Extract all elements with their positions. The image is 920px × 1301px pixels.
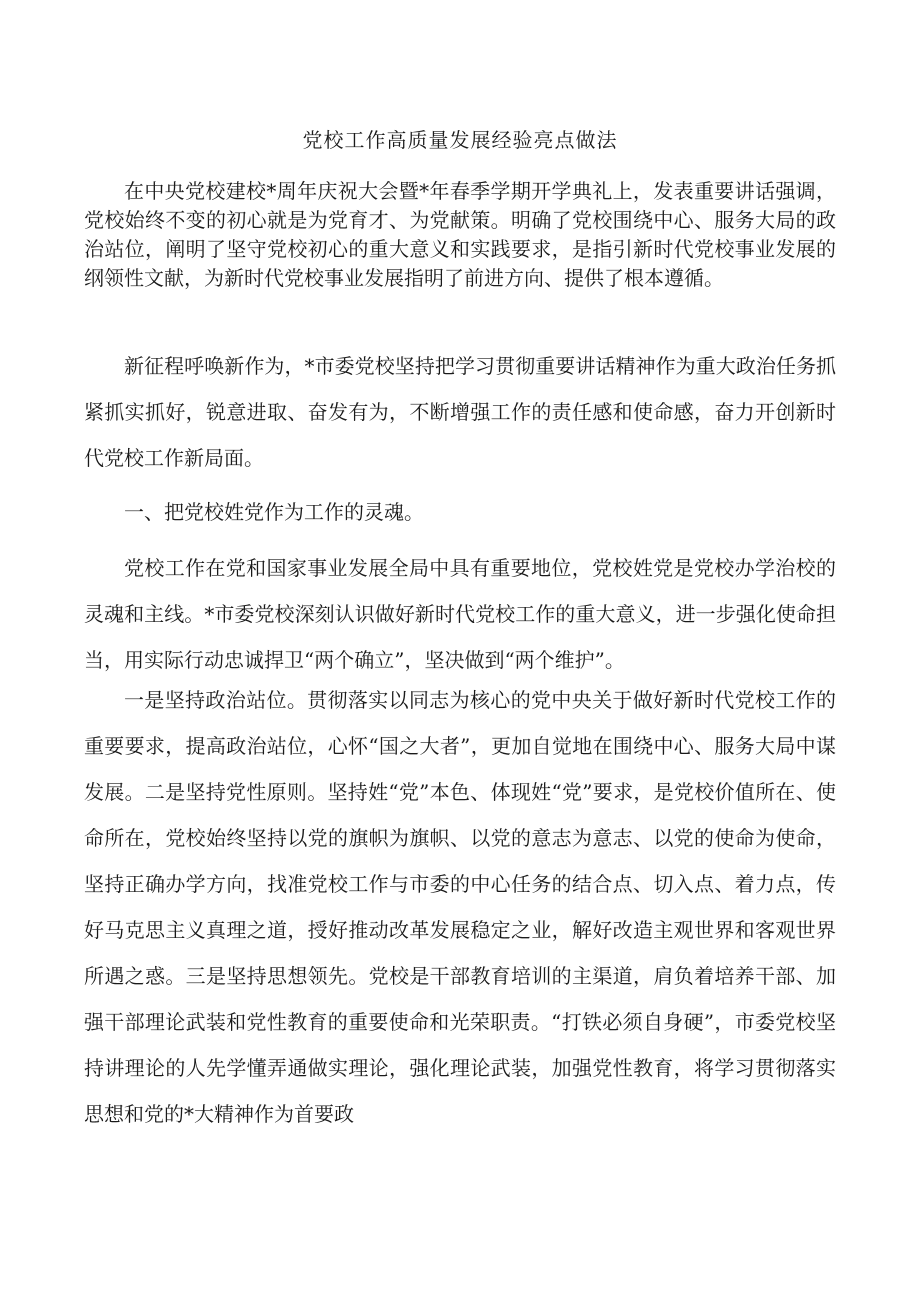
paragraph-three-principles: 一是坚持政治站位。贯彻落实以同志为核心的党中央关于做好新时代党校工作的重要要求，提高政治站位，心怀“国之大者”，更加自觉地在围绕中心、服务大局中谋发展。二是坚持党性原则。坚持姓“党”本色、体现姓“党”要求，是党校价值所在、使命所在，党校始终坚持以党的旗帜为旗帜、以党的意志为意志、以党的使命为使命，坚持正确办学方向，找准党校工作与市委的中心任务的结合点、切入点、着力点，传好马克思主义真理之道，授好推动改革发展稳定之业，解好改造主观世界和客观世界所遇之惑。三是坚持思想领先。党校是干部教育培训的主渠道，肩负着培养干部、加强干部理论武装和党性教育的重要使命和光荣职责。“打铁必须自身硬”，市委党校坚持讲理论的人先学懂弄通做实理论，强化理论武装，加强党性教育，将学习贯彻落实思想和党的*大精神作为首要政 bbox=[84, 688, 836, 1126]
document-title: 党校工作高质量发展经验亮点做法 bbox=[302, 128, 618, 152]
section-heading-1: 一、把党校姓党作为工作的灵魂。 bbox=[124, 500, 424, 524]
paragraph-party-nature: 党校工作在党和国家事业发展全局中具有重要地位，党校姓党是党校办学治校的灵魂和主线。*市委党校深刻认识做好新时代党校工作的重大意义，进一步强化使命担当，用实际行动忠诚捍卫“两个确立”，坚决做到“两个维护”。 bbox=[84, 556, 836, 672]
paragraph-intro: 在中央党校建校*周年庆祝大会暨*年春季学期开学典礼上，发表重要讲话强调，党校始终不变的初心就是为党育才、为党献策。明确了党校围绕中心、服务大局的政治站位，阐明了坚守党校初心的重大意义和实践要求，是指引新时代党校事业发展的纲领性文献，为新时代党校事业发展指明了前进方向、提供了根本遵循。 bbox=[84, 179, 836, 290]
paragraph-new-mission: 新征程呼唤新作为，*市委党校坚持把学习贯彻重要讲话精神作为重大政治任务抓紧抓实抓好，锐意进取、奋发有为，不断增强工作的责任感和使命感，奋力开创新时代党校工作新局面。 bbox=[84, 354, 836, 470]
